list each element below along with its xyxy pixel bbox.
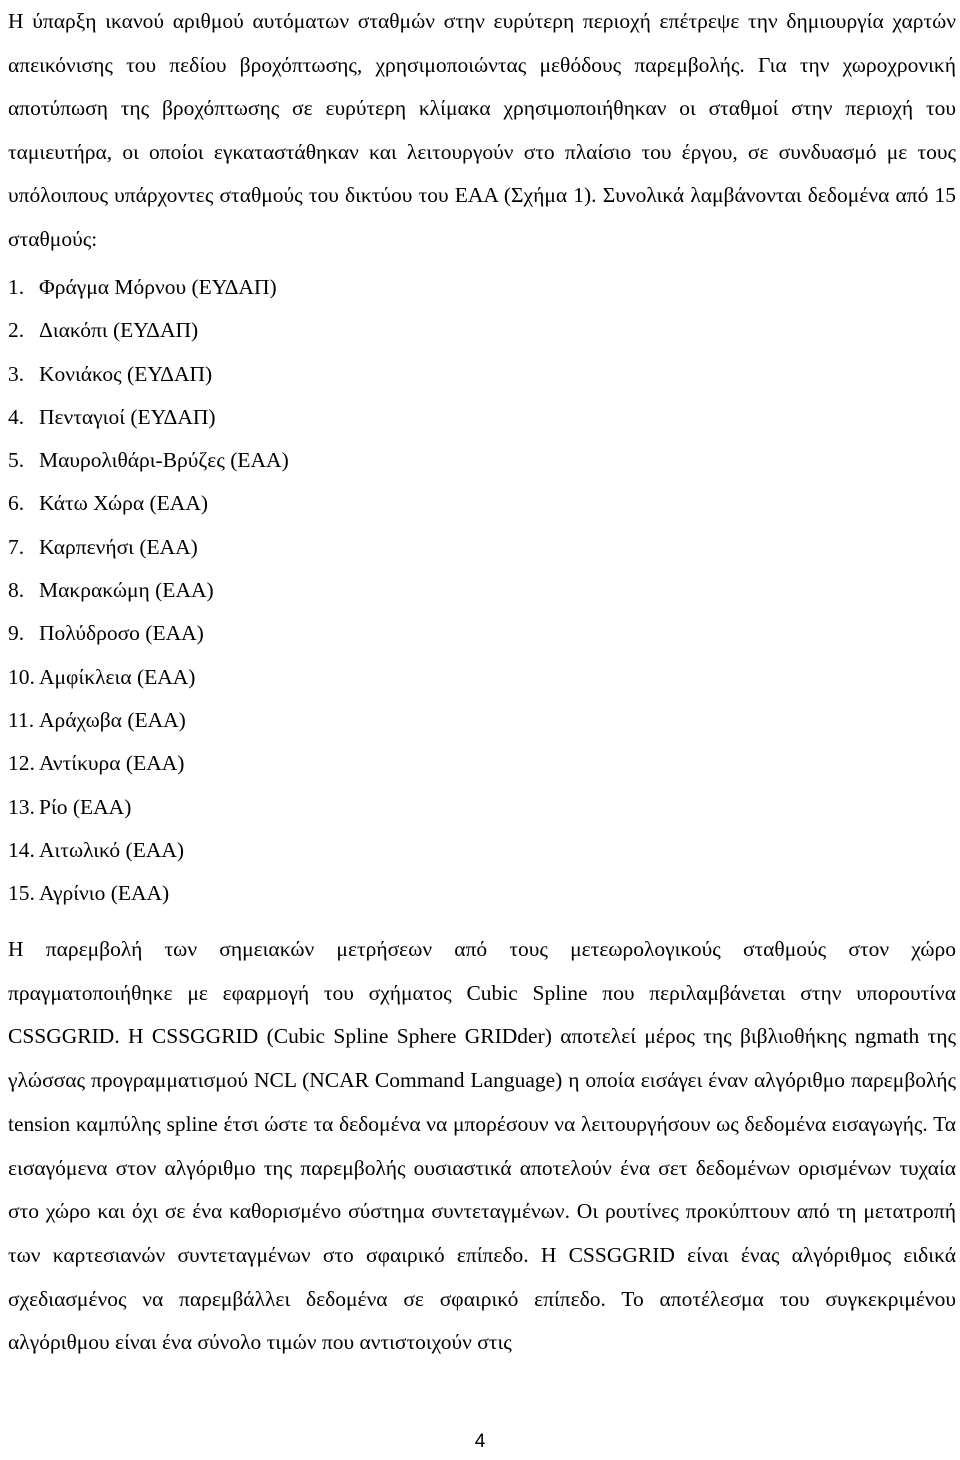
list-item: [8, 656, 289, 699]
interpolation-paragraph: Η παρεμβολή των σημειακών μετρήσεων από τους μετεωρολογικούς σταθμούς στον χώρο πραγματοποιήθηκε με εφαρμογή του σχήματος Cubic Spline που περιλαμβάνεται στην υπορουτίνα CSSGGRID. Η CSSGGRID (Cubic Spline Sphere GRIDder) αποτελεί μέρος της βιβλιοθήκης ngmath της γλώσσας προγραμματισμού NCL (NCAR Command Language) η οποία εισάγει έναν αλγόριθμο παρεμβολής tension καμπύλης spline έτσι ώστε τα δεδομένα να μπορέσουν να λειτουργήσουν ως δεδομένα εισαγωγής. Τα εισαγόμενα στον αλγόριθμο της παρεμβολής ουσιαστικά αποτελούν ένα σετ δεδομένων ορισμένων τυχαία στο χώρο και όχι σε ένα καθορισμένο σύστημα συντεταγμένων. Οι ρουτίνες προκύπτουν από τη μετατροπή των καρτεσιανών συντεταγμένων στο σφαιρικό επίπεδο. Η CSSGGRID είναι ένας αλγόριθμος ειδικά σχεδιασμένος να παρεμβάλλει δεδομένα σε σφαιρικό επίπεδο. Το αποτέλεσμα του συγκεκριμένου αλγόριθμου είναι ένα σύνολο τιμών που αντιστοιχούν στις: [8, 937, 956, 1355]
list-item: [8, 526, 289, 569]
list-item-number: 1.: [8, 275, 25, 299]
station-name: Ρίο (ΕΑΑ): [39, 794, 132, 819]
list-item-number: 14.: [8, 837, 35, 862]
list-item: [8, 786, 289, 829]
station-name: Μακρακώμη (ΕΑΑ): [39, 578, 214, 603]
station-name: Αγρίνιο (ΕΑΑ): [39, 881, 170, 906]
station-name: Καρπενήσι (ΕΑΑ): [39, 534, 198, 559]
station-name: Πενταγιοί (ΕΥΔΑΠ): [39, 404, 216, 429]
station-name: Αμφίκλεια (ΕΑΑ): [39, 664, 196, 689]
list-item: [8, 309, 289, 352]
station-name: Φράγμα Μόρνου (ΕΥΔΑΠ): [39, 275, 277, 299]
list-item-number: 3.: [8, 361, 25, 386]
intro-paragraph: Η ύπαρξη ικανού αριθμού αυτόματων σταθμών στην ευρύτερη περιοχή επέτρεψε την δημιουργία χαρτών απεικόνισης του πεδίου βροχόπτωσης, χρησιμοποιώντας μεθόδους παρεμβολής. Για την χωροχρονική αποτύπωση της βροχόπτωσης σε ευρύτερη κλίμακα χρησιμοποιήθηκαν οι σταθμοί στην περιοχή του ταμιευτήρα, οι οποίοι εγκαταστάθηκαν και λειτουργούν στο πλαίσιο του έργου, σε συνδυασμό με τους υπόλοιπους υπάρχοντες σταθμούς του δικτύου του ΕΑΑ (Σχήμα 1). Συνολικά λαμβάνονται δεδομένα από 15 σταθμούς:: [8, 9, 956, 251]
list-item-number: 7.: [8, 534, 25, 559]
station-name: Κάτω Χώρα (ΕΑΑ): [39, 491, 209, 516]
list-item: [8, 439, 289, 482]
page-number: 4: [474, 1431, 486, 1452]
station-name: Πολύδροσο (ΕΑΑ): [39, 621, 204, 646]
station-list: [8, 266, 289, 915]
station-name: Αιτωλικό (ΕΑΑ): [39, 837, 185, 862]
list-item: [8, 612, 289, 655]
list-item-number: 15.: [8, 881, 35, 906]
list-item-number: 13.: [8, 794, 35, 819]
list-item-number: 10.: [8, 664, 35, 689]
list-item: [8, 699, 289, 742]
station-name: Κονιάκος (ΕΥΔΑΠ): [39, 361, 213, 386]
list-item-number: 11.: [8, 707, 35, 732]
list-item: [8, 266, 289, 309]
list-item: [8, 742, 289, 785]
station-name: Διακόπι (ΕΥΔΑΠ): [39, 318, 199, 343]
list-item: [8, 353, 289, 396]
list-item-number: 8.: [8, 578, 25, 603]
list-item-number: 5.: [8, 448, 25, 473]
list-item-number: 9.: [8, 621, 25, 646]
list-item-number: 2.: [8, 318, 25, 343]
station-name: Αράχωβα (ΕΑΑ): [39, 707, 186, 732]
list-item: [8, 569, 289, 612]
list-item-number: 4.: [8, 404, 25, 429]
list-item: [8, 396, 289, 439]
list-item-number: 12.: [8, 751, 35, 776]
list-item: [8, 829, 289, 872]
list-item: [8, 482, 289, 525]
station-name: Μαυρολιθάρι-Βρύζες (ΕΑΑ): [39, 448, 289, 473]
list-item-number: 6.: [8, 491, 25, 516]
list-item: [8, 872, 289, 915]
station-name: Αντίκυρα (ΕΑΑ): [39, 751, 185, 776]
